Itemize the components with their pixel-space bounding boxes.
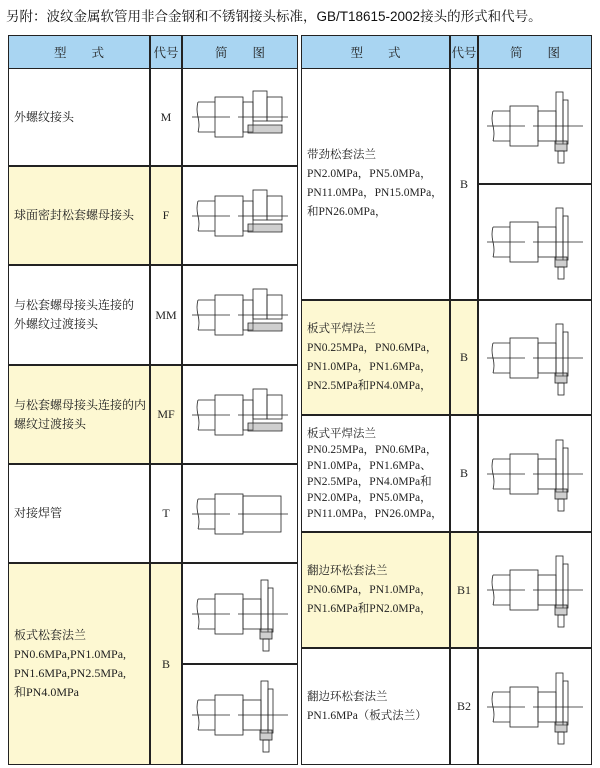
code-cell: M (150, 68, 182, 166)
neck-flange-drawing (478, 68, 592, 184)
swivel-nut-fitting-drawing (182, 166, 298, 265)
code-cell: B (450, 415, 478, 532)
header-type: 型 式 (301, 35, 450, 69)
code-cell: B (450, 300, 478, 415)
header-diagram: 简 图 (182, 35, 298, 69)
female-adapter-drawing (182, 365, 298, 464)
code-cell: B2 (450, 648, 478, 765)
flared-ring-plate-flange-drawing (478, 648, 592, 765)
lap-flange-welded-drawing (182, 664, 298, 765)
type-cell: 带劲松套法兰 PN2.0MPa，PN5.0MPa， PN11.0MPa，PN15.0MPa， 和PN26.0MPa， (301, 68, 450, 300)
type-cell: 板式平焊法兰 PN0.25MPa，PN0.6MPa， PN1.0MPa，PN1.6MPa、 PN2.5MPa，PN4.0MPa和 PN2.0MPa，PN5.0MPa， PN11.0MPa，PN26.0MPa， (301, 415, 450, 532)
type-cell: 翻边环松套法兰 PN0.6MPa，PN1.0MPa， PN1.6MPa和PN2.0MPa， (301, 532, 450, 648)
lap-flange-drawing (182, 563, 298, 664)
code-cell: T (150, 464, 182, 563)
code-cell: MM (150, 265, 182, 365)
type-cell: 对接焊管 (8, 464, 150, 563)
type-cell: 与松套螺母接头连接的内 螺纹过渡接头 (8, 365, 150, 464)
type-cell: 板式松套法兰 PN0.6MPa,PN1.0MPa, PN1.6MPa,PN2.5MPa, 和PN4.0MPa (8, 563, 150, 765)
header-type: 型 式 (8, 35, 150, 69)
code-cell: B (450, 68, 478, 300)
slip-on-flange-drawing (478, 300, 592, 415)
flared-ring-flange-drawing (478, 532, 592, 648)
type-cell: 球面密封松套螺母接头 (8, 166, 150, 265)
type-cell: 外螺纹接头 (8, 68, 150, 166)
butt-weld-pipe-drawing (182, 464, 298, 563)
header-code: 代号 (450, 35, 478, 69)
male-thread-fitting-drawing (182, 68, 298, 166)
code-cell: B (150, 563, 182, 765)
slip-on-flange-drawing (478, 415, 592, 532)
header-code: 代号 (150, 35, 182, 69)
code-cell: MF (150, 365, 182, 464)
type-cell: 板式平焊法兰 PN0.25MPa，PN0.6MPa， PN1.0MPa，PN1.6MPa， PN2.5MPa和PN4.0MPa， (301, 300, 450, 415)
type-cell: 与松套螺母接头连接的 外螺纹过渡接头 (8, 265, 150, 365)
type-cell: 翻边环松套法兰 PN1.6MPa（板式法兰） (301, 648, 450, 765)
code-cell: B1 (450, 532, 478, 648)
page-title: 另附：波纹金属软管用非合金钢和不锈钢接头标准，GB/T18615-2002接头的形式和代号。 (6, 9, 542, 24)
code-cell: F (150, 166, 182, 265)
header-diagram: 简 图 (478, 35, 592, 69)
neck-flange-welded-drawing (478, 184, 592, 300)
male-adapter-drawing (182, 265, 298, 365)
